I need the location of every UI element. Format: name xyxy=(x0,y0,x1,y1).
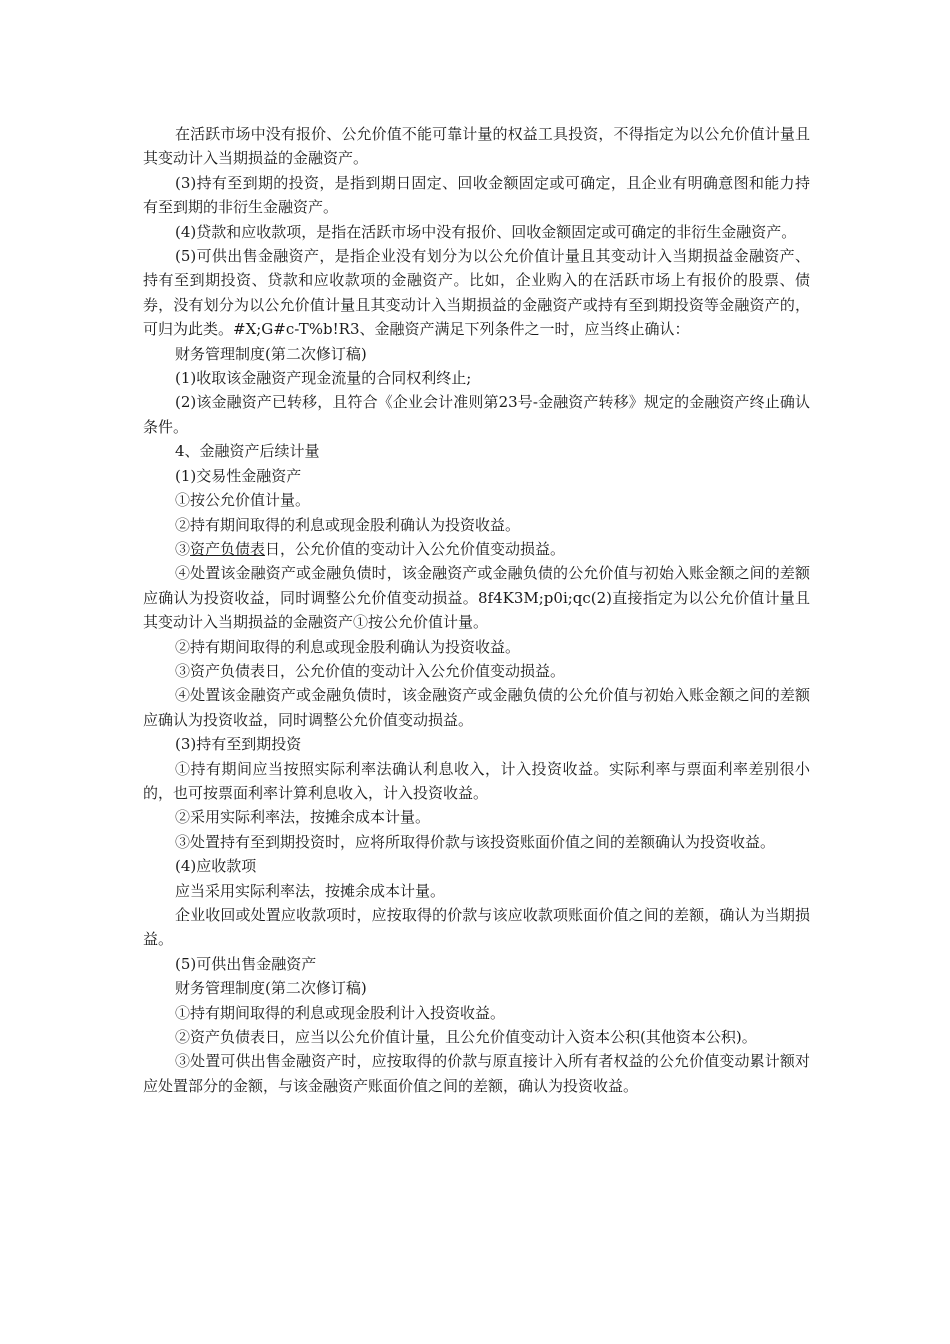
paragraph-prefix: ③ xyxy=(175,539,191,558)
paragraph: (5)可供出售金融资产，是指企业没有划分为以公允价值计量且其变动计入当期损益金融资产、持有至到期投资、贷款和应收款项的金融资产。比如，企业购入的在活跃市场上有报价的股票、债券，没有划分为以公允价值计量且其变动计入当期损益的金融资产或持有至到期投资等金融资产的，可归为此类。#X;G#c-T%b!R3、金融资产满足下列条件之一时，应当终止确认： xyxy=(143,247,810,339)
paragraph: (4)贷款和应收款项，是指在活跃市场中没有报价、回收金额固定或可确定的非衍生金融资产。 xyxy=(175,222,797,241)
paragraph: (1)收取该金融资产现金流量的合同权利终止; xyxy=(175,369,472,388)
paragraph: ②持有期间取得的利息或现金股利确认为投资收益。 xyxy=(175,515,521,534)
paragraph: (1)交易性金融资产 xyxy=(175,466,302,485)
paragraph: 财务管理制度(第二次修订稿) xyxy=(175,344,367,363)
paragraph: ①持有期间应当按照实际利率法确认利息收入，计入投资收益。实际利率与票面利率差别很小的，也可按票面利率计算利息收入，计入投资收益。 xyxy=(143,759,810,802)
paragraph: (3)持有至到期的投资，是指到期日固定、回收金额固定或可确定，且企业有明确意图和能力持有至到期的非衍生金融资产。 xyxy=(143,173,810,217)
paragraph: ②采用实际利率法，按摊余成本计量。 xyxy=(175,808,431,827)
paragraph: ③处置可供出售金融资产时，应按取得的价款与原直接计入所有者权益的公允价值变动累计额对应处置部分的金额，与该金融资产账面价值之间的差额，确认为投资收益。 xyxy=(143,1052,810,1095)
paragraph: ②持有期间取得的利息或现金股利确认为投资收益。 xyxy=(175,637,521,656)
paragraph: ④处置该金融资产或金融负债时，该金融资产或金融负债的公允价值与初始入账金额之间的差额应确认为投资收益，同时调整公允价值变动损益。8f4K3M;p0i;qc(2)直接指定为以公允价值计量且其变动计入当期损益的金融资产①按公允价值计量。 xyxy=(143,564,810,632)
paragraph-suffix: 日，公允价值的变动计入公允价值变动损益。 xyxy=(265,539,566,558)
paragraph: ③资产负债表日，公允价值的变动计入公允价值变动损益。 xyxy=(175,661,566,680)
balance-sheet-link[interactable]: 资产负债表 xyxy=(190,539,266,558)
paragraph: 财务管理制度(第二次修订稿) xyxy=(175,979,367,998)
paragraph: 应当采用实际利率法，按摊余成本计量。 xyxy=(175,881,446,900)
paragraph: (4)应收款项 xyxy=(175,857,257,876)
paragraph: (5)可供出售金融资产 xyxy=(175,954,317,973)
paragraph: ①按公允价值计量。 xyxy=(175,491,311,510)
paragraph: (3)持有至到期投资 xyxy=(175,735,302,754)
paragraph: 企业收回或处置应收款项时，应按取得的价款与该应收款项账面价值之间的差额，确认为当期损益。 xyxy=(143,906,810,949)
paragraph: ③处置持有至到期投资时，应将所取得价款与该投资账面价值之间的差额确认为投资收益。 xyxy=(175,832,776,851)
paragraph: ④处置该金融资产或金融负债时，该金融资产或金融负债的公允价值与初始入账金额之间的差额应确认为投资收益，同时调整公允价值变动损益。 xyxy=(143,686,810,729)
paragraph: ②资产负债表日，应当以公允价值计量，且公允价值变动计入资本公积(其他资本公积)。 xyxy=(175,1028,757,1047)
paragraph: ①持有期间取得的利息或现金股利计入投资收益。 xyxy=(175,1003,506,1022)
paragraph: (2)该金融资产已转移，且符合《企业会计准则第23号-金融资产转移》规定的金融资产终止确认条件。 xyxy=(143,393,810,436)
paragraph: 在活跃市场中没有报价、公允价值不能可靠计量的权益工具投资，不得指定为以公允价值计量且其变动计入当期损益的金融资产。 xyxy=(143,125,810,168)
section-heading: 4、金融资产后续计量 xyxy=(175,442,320,461)
paragraph xyxy=(143,537,810,561)
